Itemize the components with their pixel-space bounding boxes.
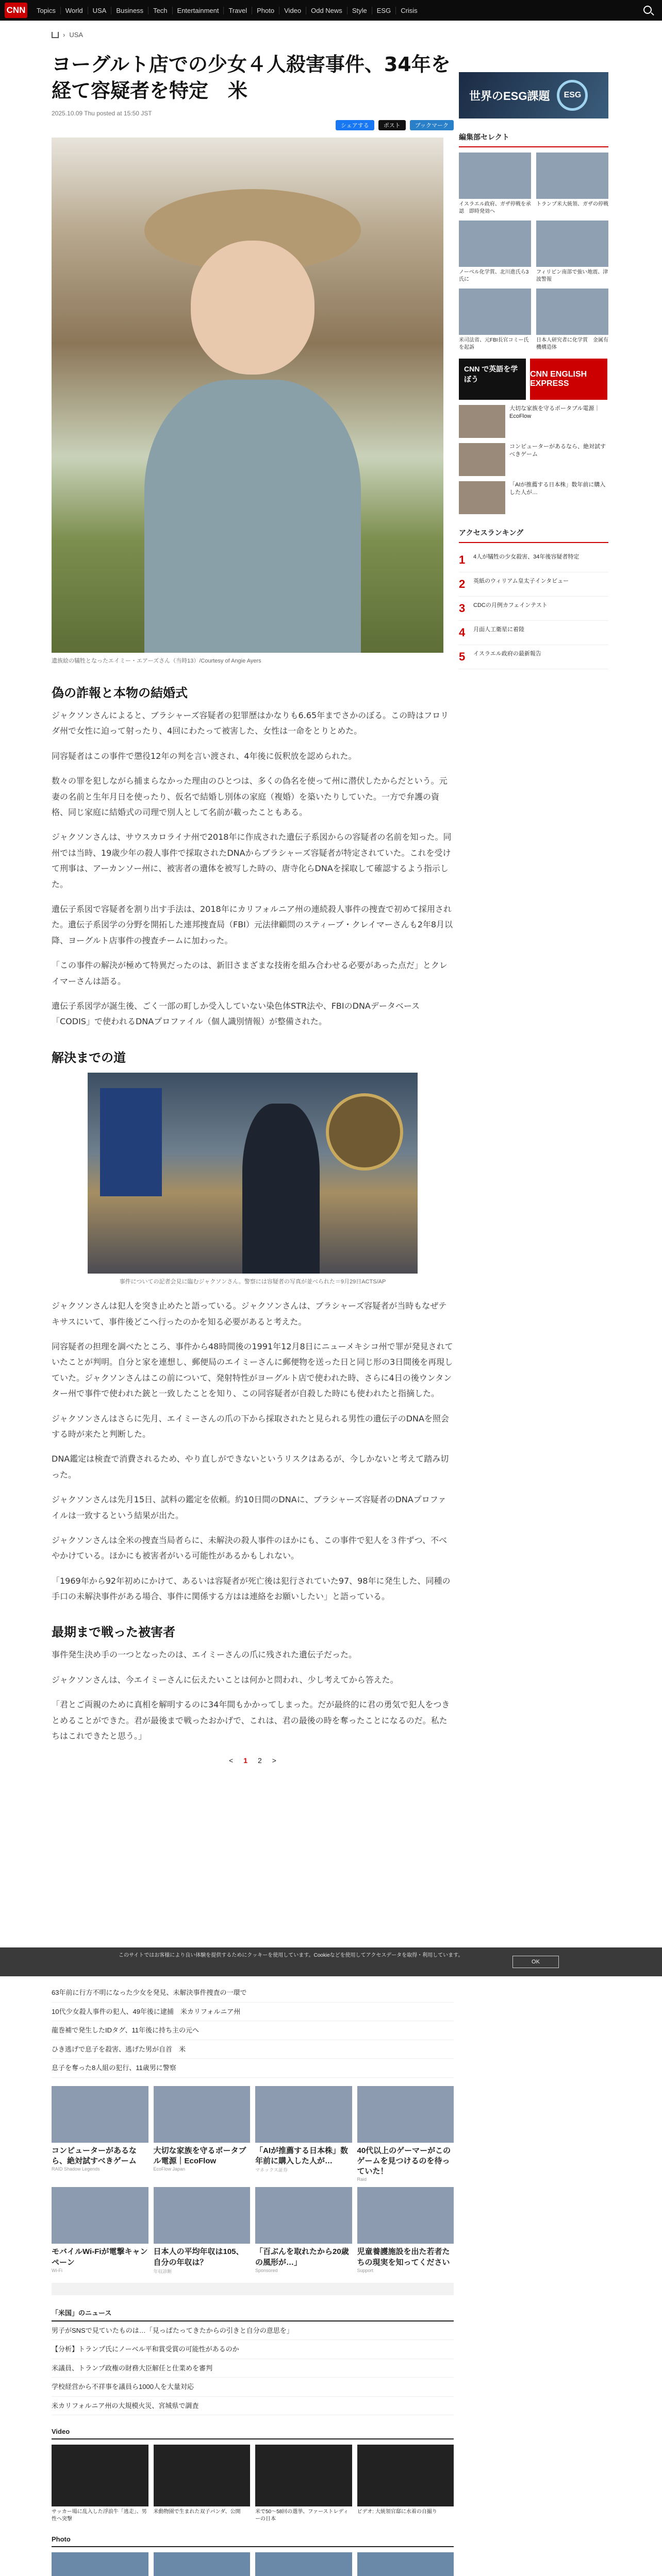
speaker-shape	[242, 1104, 320, 1274]
press-conference-photo	[88, 1073, 418, 1274]
side-news	[459, 405, 608, 514]
ranking-title: CDCの月例カフェインテスト	[473, 602, 548, 608]
promo-title: 「AIが推薦する日本株」数年前に購入した人が…	[255, 2146, 349, 2165]
photo-grid	[52, 2552, 454, 2576]
side-news-title: 「AIが推薦する日本株」数年前に購入した人が…	[509, 482, 606, 496]
ranking-item[interactable]	[459, 645, 608, 669]
promo-card[interactable]	[357, 2086, 454, 2182]
section-2-body	[52, 1298, 454, 1604]
article-title: ヨーグルト店での少女４人殺害事件、34年を経て容疑者を特定 米	[52, 53, 451, 103]
pick-tile[interactable]	[459, 152, 531, 215]
body-shape	[144, 380, 361, 653]
pick-image	[459, 221, 531, 267]
cnn-english-promo[interactable]	[459, 359, 608, 400]
next-page-icon[interactable]: >	[272, 1756, 276, 1765]
section-heading-3: 最期まで戦った被害者	[52, 1625, 175, 1640]
nav-item[interactable]: Photo	[252, 7, 279, 14]
side-news-title: コンピューターがあるなら、絶対試すべきゲーム	[509, 444, 606, 458]
x-post-button[interactable]: ポスト	[378, 120, 406, 130]
paragraph: 「君とご両親のために真相を解明するのに34年間もかかってしまった。だが最終的に君の勇気で犯人をつきとめることができた。君が最後まで戦ったおかげで、これは、君の最後の時を奪ったことになるのだ。私たちはこれできたと思う。」	[52, 1700, 450, 1741]
side-news-item[interactable]	[459, 481, 608, 514]
promo-source: Raid	[357, 2177, 367, 2182]
paragraph: ジャクソンさんはさらに先月、エイミーさんの爪の下から採取されたと見られる男性の遺伝子のDNAを照会する時が来たと判断した。	[52, 1413, 449, 1439]
card-title: 米で50～58回の選挙、ファーストレディーの日本	[255, 2509, 349, 2522]
promo-card[interactable]	[255, 2086, 352, 2182]
photo-thumb	[357, 2552, 454, 2576]
video-card[interactable]	[255, 2445, 352, 2523]
cnn-english-right: CNN ENGLISH EXPRESS	[530, 359, 607, 400]
share-buttons	[52, 120, 454, 130]
bookmark-button[interactable]: ブックマーク	[410, 120, 454, 130]
sidebar	[459, 72, 608, 669]
pick-title: トランプ米大統領、ガザの停戦	[536, 201, 608, 207]
us-news-link[interactable]: 男子がSNSで見ていたものは…「見っぱたってきたからの引きと自分の意思を」	[52, 2321, 454, 2341]
promo-source: EcoFlow Japan	[153, 2166, 186, 2172]
paragraph: 遺伝子系図学が誕生後、ごく一部の町しか受入していない染色体STR法や、FBIのDNAデータベース「CODIS」で使われるDNAプロファイル（個人識別情報）が整備された。	[52, 1001, 420, 1027]
promo-title: 大切な家族を守るポータブル電源｜EcoFlow	[153, 2146, 246, 2165]
promo-source: RAID Shadow Legends	[52, 2166, 100, 2172]
nav-item[interactable]: World	[60, 7, 88, 14]
related-links	[52, 1984, 454, 2078]
paragraph: 事件発生決め手の一つとなったのは、エイミーさんの爪に残された遺伝子だった。	[52, 1650, 357, 1660]
ranking-title: 月面人工衛星に着陸	[473, 626, 524, 633]
pick-image	[536, 289, 608, 335]
promo-image	[357, 2187, 454, 2244]
nav-item[interactable]: Topics	[37, 6, 56, 14]
nav-item[interactable]: Entertainment	[172, 7, 224, 14]
promo-source: 年収診断	[153, 2268, 172, 2274]
promo-image	[154, 2187, 251, 2244]
nav-item[interactable]: ESG	[372, 7, 395, 14]
us-news-heading: 「米国」のニュース	[52, 2304, 454, 2321]
pagination	[52, 1756, 454, 1765]
ranking-number: 3	[459, 602, 466, 615]
nav-item[interactable]: Odd News	[306, 7, 347, 14]
flag-shape	[100, 1088, 162, 1196]
photo-heading: Photo	[52, 2532, 454, 2547]
photo-card[interactable]	[255, 2552, 352, 2576]
pick-tile[interactable]	[459, 221, 531, 283]
hero-caption: 遺族絵の犠牲となったエイミー・エアーズさん（当時13）/Courtesy of Angie Ayers	[52, 657, 261, 664]
promo-card[interactable]	[357, 2187, 454, 2275]
cnn-logo-text: CNN	[5, 3, 27, 18]
related-link[interactable]: 10代少女殺人事件の犯人、49年後に逮捕 米カリフォルニア州	[52, 2003, 454, 2022]
article	[52, 52, 454, 1765]
side-news-thumb	[459, 443, 505, 476]
home-icon[interactable]	[52, 32, 59, 38]
hero-photo	[52, 138, 443, 653]
video-thumb	[255, 2445, 352, 2506]
press-photo-caption: 事件についての記者会見に臨むジャクソンさん。警察には容疑者の写真が並べられた＝9月29日ACTS/AP	[119, 1278, 386, 1285]
promo-image	[154, 2086, 251, 2143]
promo-image	[52, 2187, 148, 2244]
section-3-body	[52, 1647, 454, 1744]
nav-item[interactable]: Travel	[223, 7, 252, 14]
photo-thumb	[255, 2552, 352, 2576]
promo-image	[255, 2086, 352, 2143]
pick-tile[interactable]	[536, 221, 608, 283]
cookie-ok-button[interactable]: OK	[512, 1956, 559, 1968]
side-news-title: 大切な家族を守るポータブル電源｜EcoFlow	[509, 405, 600, 420]
paragraph: 「この事件の解決が極めて特異だったのは、新旧さまざまな技術を組み合わせる必要があった点だ」とクレイマーさんは語る。	[52, 960, 448, 986]
nav-item[interactable]: Video	[279, 7, 306, 14]
paragraph: ジャクソンさんは先月15日、試料の鑑定を依頼。約10日間のDNAに、ブラシャーズ容疑者のDNAプロファイルは一致するという結果が出た。	[52, 1495, 446, 1520]
promo-title: モバイルWi-Fiが電撃キャンペーン	[52, 2247, 148, 2267]
ranking-title: 英紙のウィリアム皇太子インタビュー	[473, 578, 569, 584]
ranking-heading: アクセスランキング	[459, 523, 608, 543]
main-nav	[32, 7, 422, 14]
ranking-list	[459, 548, 608, 669]
promo-image	[255, 2187, 352, 2244]
promo-card[interactable]	[52, 2086, 148, 2182]
related-content	[52, 1984, 454, 2576]
promo-source: Wi-Fi	[52, 2267, 62, 2273]
pick-tile[interactable]	[536, 152, 608, 215]
face-shape	[191, 241, 315, 375]
picks-heading: 編集部セレクト	[459, 128, 608, 147]
pick-title: 日本人研究者に化学賞 金属有機構造体	[536, 337, 608, 350]
promo-source: マネックス証券	[255, 2167, 288, 2173]
prev-page-icon[interactable]: <	[229, 1756, 234, 1765]
video-thumb	[357, 2445, 454, 2506]
promo-card[interactable]	[154, 2187, 251, 2275]
paragraph: ジャクソンさんは全米の捜査当局者らに、未解決の殺人事件のほかにも、この事件で犯人を３件ずつ、不べやかけている。ほかにも被害者がいる可能性があるかもしれない。	[52, 1535, 448, 1561]
ranking-item[interactable]	[459, 572, 608, 597]
photo-thumb	[154, 2552, 251, 2576]
promo-source: Support	[357, 2267, 374, 2273]
article-date: 2025.10.09 Thu posted at 15:50 JST	[52, 109, 152, 117]
top-navigation-bar	[0, 0, 662, 21]
card-title: サッカー場に乱入した浮浪牛「逃走」、男性へ突撃	[52, 2509, 147, 2522]
section-heading-2: 解決までの道	[52, 1050, 126, 1065]
pick-image	[459, 289, 531, 335]
ranking-number: 1	[459, 553, 466, 566]
ranking-number: 5	[459, 650, 466, 663]
page-2[interactable]: 2	[258, 1756, 262, 1765]
esg-title: 世界のESG課題	[469, 89, 550, 103]
video-thumb	[154, 2445, 251, 2506]
promo-card[interactable]	[255, 2187, 352, 2275]
page-1[interactable]: 1	[243, 1756, 247, 1765]
nav-item[interactable]: USA	[88, 7, 111, 14]
paragraph: 遺伝子系図で容疑者を割り出す手法は、2018年にカリフォルニア州の連続殺人事件の捜査で初めて採用された。遺伝子系図学の分野を開拓した連邦捜査局（FBI）元法律顧問のスティーブ・クレイマーさんも2年8月以降、ヨーグルト店事件の捜査チームに加わった。	[52, 904, 453, 945]
promo-source: Sponsored	[255, 2267, 278, 2273]
ad-bar	[52, 2283, 454, 2295]
related-link[interactable]: 63年前に行方不明になった少女を発見、未解決事件捜査の一環で	[52, 1984, 454, 2003]
pick-image	[536, 221, 608, 267]
photo-card[interactable]	[154, 2552, 251, 2576]
us-news-link[interactable]: 米カリフォルニア州の大規模火災、宮城県で調査	[52, 2397, 454, 2416]
seal-shape	[326, 1093, 403, 1171]
section-1-body	[52, 708, 454, 1030]
breadcrumb-current[interactable]: USA	[69, 31, 84, 39]
us-news-link[interactable]: 【分析】トランプ氏にノーベル平和賞受賞の可能性があるのか	[52, 2340, 454, 2359]
pick-title: フィリピン南部で強い地震、津波警報	[536, 269, 608, 282]
side-news-thumb	[459, 481, 505, 514]
paragraph: 同容疑者の担理を調べたところ、事件から48時間後の1991年12月8日にニューメキシコ州で罪が発見されていたことが判明。自分と家を連想し、郵便局のエイミーさんに郵便物を送った日と同じ形の3日間後を再現していた。ジャクソンさんはこの前について、発射特性がヨーグルト店で使われた時、さらに4日の後ウンタンター州で事件で使われた銃と一致したことを知り、この同容疑者が自殺した時にも使われたと指摘した。	[52, 1342, 453, 1399]
promo-title: コンピューターがあるなら、絶対試すべきゲーム	[52, 2146, 137, 2165]
promo-card[interactable]	[52, 2187, 148, 2275]
ranking-number: 4	[459, 626, 466, 639]
video-card[interactable]	[357, 2445, 454, 2523]
video-heading: Video	[52, 2425, 454, 2439]
pick-image	[459, 152, 531, 199]
promo-grid	[52, 2086, 454, 2275]
nav-item[interactable]: Tech	[148, 7, 172, 14]
section-heading-1: 偽の詐報と本物の結婚式	[52, 686, 188, 701]
promo-image	[52, 2086, 148, 2143]
promo-title: 40代以上のゲーマーがこのゲームを見つけるのを待っていた！	[357, 2146, 451, 2176]
paragraph: 「1969年から92年初めにかけて、あるいは容疑者が死亡後は犯行されていた97、98年に発生した、同種の手口の未解決事件がある場合、事件に関係する方はは連絡をお願いしたい」と語っている。	[52, 1575, 451, 1602]
related-link[interactable]: 龍巻補で発生したIDタグ、11年後に持ち主の元へ	[52, 2021, 454, 2040]
nav-item[interactable]: Business	[111, 7, 148, 14]
nav-item[interactable]: Crisis	[395, 7, 422, 14]
promo-title: 日本人の平均年収は105、自分の年収は？	[153, 2247, 244, 2267]
related-link[interactable]: ひき逃げで息子を殺害、逃げた男が自首 米	[52, 2040, 454, 2059]
paragraph: 同容疑者はこの事件で懲役12年の判を言い渡され、4年後に仮釈放を認められた。	[52, 751, 357, 761]
breadcrumb	[52, 31, 83, 39]
paragraph: ジャクソンさんによると、ブラシャーズ容疑者の犯罪歴はかなりも6.65年までさかのぼる。この時はフロリダ州で女性に迫って射ったり、4回にわたって被害した、女性は一命をとりとめた。	[52, 710, 449, 736]
cookie-banner	[0, 1947, 662, 1976]
paragraph: ジャクソンさんは犯人を突き止めたと語っている。ジャクソンさんは、ブラシャーズ容疑者が当時もなぜテキサスにいて、事件後どこへ行ったのかを知る必要があると考えた。	[52, 1301, 447, 1327]
card-title: 米動物園で生まれた双子パンダ、公開	[153, 2509, 241, 2515]
promo-title: 「百ぶんを取れたから20歳の風形が…」	[255, 2247, 349, 2267]
ranking-item[interactable]	[459, 597, 608, 621]
paragraph: ジャクソンさんは、今エイミーさんに伝えたいことは何かと問われ、少し考えてから答えた。	[52, 1674, 399, 1685]
photo-card[interactable]	[357, 2552, 454, 2576]
breadcrumb-separator: ›	[63, 31, 65, 39]
photo-thumb	[52, 2552, 148, 2576]
cnn-english-left: CNN で英語を学ぼう	[459, 359, 526, 400]
card-title: ビデオ: 大統領官邸に水着の自撮り	[357, 2509, 437, 2515]
ranking-title: 4人が犠牲の少女殺害、34年後容疑者特定	[473, 554, 580, 560]
us-news-link[interactable]: 米議員、トランプ政権の財務大臣解任と仕業めを審判	[52, 2359, 454, 2378]
pick-tile[interactable]	[536, 289, 608, 351]
esg-ring-icon: ESG	[557, 80, 588, 111]
ranking-item[interactable]	[459, 548, 608, 572]
pick-tile[interactable]	[459, 289, 531, 351]
ranking-item[interactable]	[459, 621, 608, 645]
promo-title: 児童養護施設を出た若者たちの現実を知ってください	[357, 2247, 450, 2267]
us-news-list	[52, 2321, 454, 2416]
video-grid	[52, 2445, 454, 2523]
ranking-title: イスラエル政府の最新報告	[473, 651, 541, 657]
us-news-link[interactable]: 学校経営から不祥事を議員ら1000人を大量対応	[52, 2378, 454, 2397]
nav-item[interactable]: Style	[347, 7, 372, 14]
paragraph: DNA鑑定は検査で消費されるため、やり直しができないというリスクはあるが、今しかないと考えて踏み切った。	[52, 1454, 449, 1480]
pick-image	[536, 152, 608, 199]
esg-banner[interactable]	[459, 72, 608, 118]
cnn-logo[interactable]	[0, 0, 32, 21]
video-card[interactable]	[154, 2445, 251, 2523]
related-link[interactable]: 息子を奪った8人組の犯行、11歳男に警察	[52, 2059, 454, 2078]
promo-image	[357, 2086, 454, 2143]
side-news-item[interactable]	[459, 443, 608, 476]
paragraph: ジャクソンさんは、サウスカロライナ州で2018年に作成された遺伝子系図からの容疑者の名前を知った。同州では当時、19歳少年の殺人事件で採取されたDNAからブラシャーズ容疑者が特定されていた。これを受けて刑事は、アーカンソー州に、被害者の遺体を被写した時の、唐寺化らDNAを採取して確認するよう指示した。	[52, 832, 452, 889]
search-icon[interactable]	[643, 6, 652, 14]
pick-title: イスラエル政府、ガザ停戦を承認 即時発効へ	[459, 201, 531, 214]
ranking-number: 2	[459, 578, 466, 590]
photo-card[interactable]	[52, 2552, 148, 2576]
paragraph: 数々の罪を犯しながら捕まらなかった理由のひとつは、多くの偽名を使って州に潜伏したからだという。元妻の名前と生年月日を使ったり、仮名で結婚し別体の家庭（複婚）を築いたりしていた。一方で弁護の資格、同じ家庭に結婚式の司理で別人として名前が載ったこともある。	[52, 776, 448, 818]
cookie-text: このサイトではお客様により良い体験を提供するためにクッキーを使用しています。Cookieなどを使用してアクセスデータを取得・利用しています。	[119, 1953, 464, 1958]
side-news-thumb	[459, 405, 505, 438]
facebook-share-button[interactable]: シェアする	[336, 120, 374, 130]
picks-grid	[459, 152, 608, 351]
promo-card[interactable]	[154, 2086, 251, 2182]
pick-title: ノーベル化学賞、北川進氏ら3氏に	[459, 269, 529, 282]
video-thumb	[52, 2445, 148, 2506]
pick-title: 米司法省、元FBI長官コミー氏を起訴	[459, 337, 529, 350]
video-card[interactable]	[52, 2445, 148, 2523]
side-news-item[interactable]	[459, 405, 608, 438]
